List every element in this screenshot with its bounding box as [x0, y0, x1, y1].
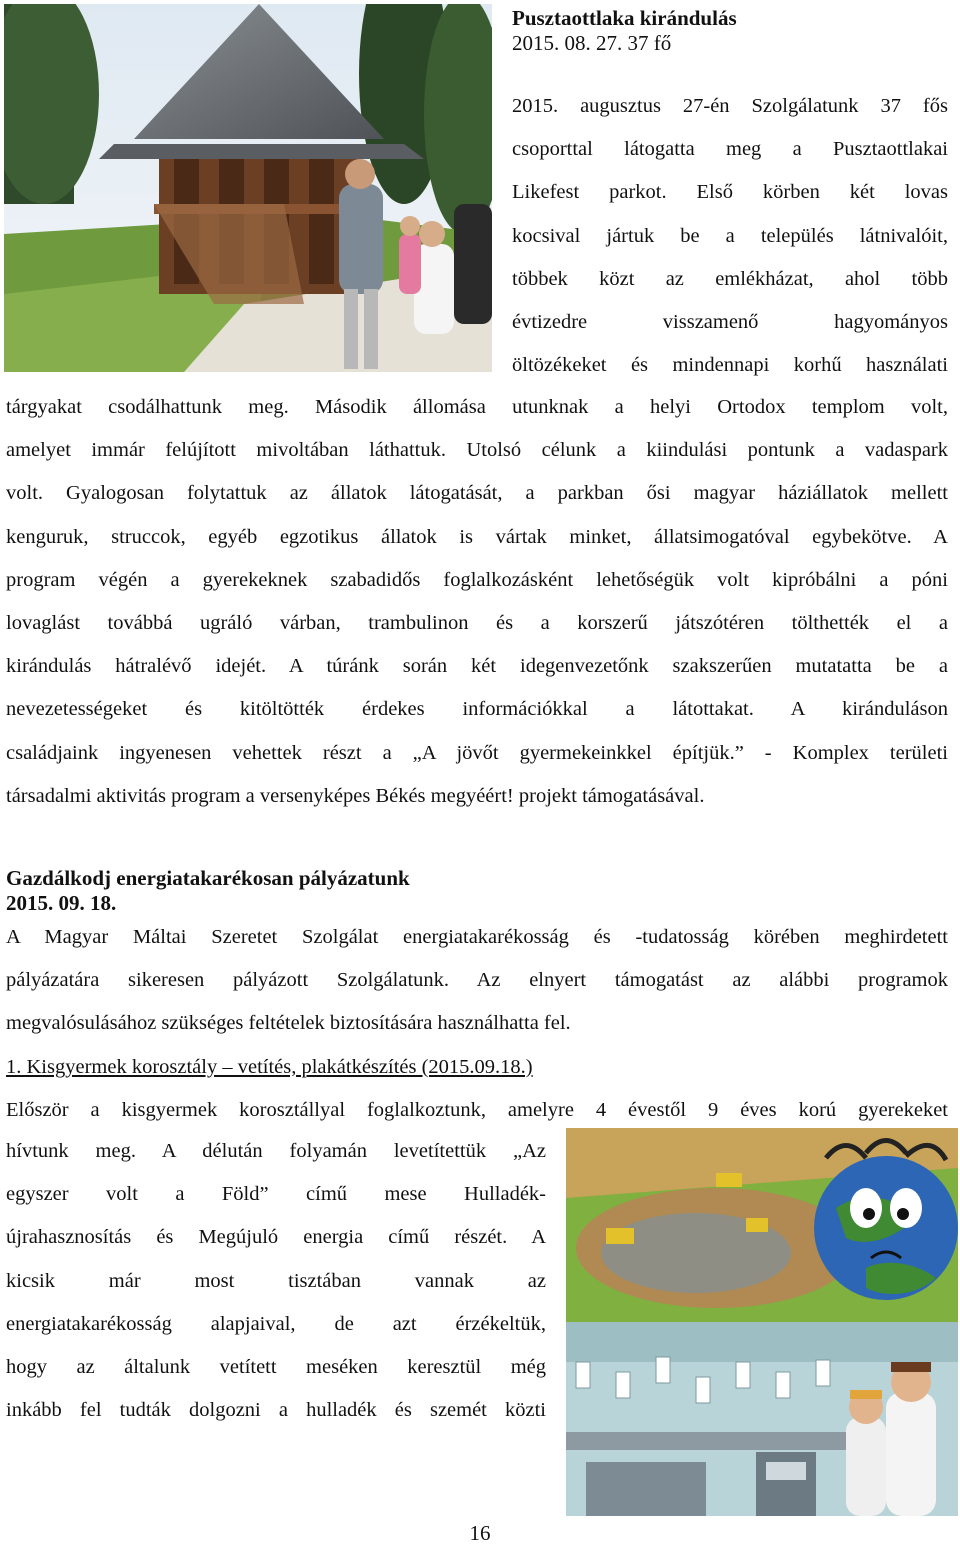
- section-palyazat-intro: [6, 916, 948, 1132]
- text-line: kirándulás hátralévő idejét. A túránk során két idegenvezetőnk szakszerűen mutatatta be a: [6, 655, 948, 678]
- text-line: többek közt az emlékházat, ahol több: [512, 267, 948, 290]
- cartoon-recycling-factory: [566, 1322, 958, 1516]
- text-line: Először a kisgyermek korosztállyal foglalkoztunk, amelyre 4 évestől 9 éves korú gyerekeket: [6, 1098, 948, 1121]
- text-line: volt. Gyalogosan folytattuk az állatok látogatását, a parkban ősi magyar háziállatok mellett: [6, 482, 948, 505]
- section-kirandulas-date: 2015. 08. 27. 37 fő: [512, 31, 672, 55]
- text-line: újrahasznosítás és Megújuló energia című részét. A: [6, 1226, 546, 1249]
- text-line: társadalmi aktivitás program a versenyképes Békés megyéért! projekt támogatásával.: [6, 784, 705, 807]
- section-palyazat-heading: [6, 866, 706, 916]
- section-kirandulas-title: Pusztaottlaka kirándulás: [512, 6, 737, 30]
- subheading-kisgyermek-text: 1. Kisgyermek korosztály – vetítés, plakátkészítés (2015.09.18.): [6, 1055, 533, 1078]
- text-line: megvalósulásához szükséges feltételek biztosítására használhatta fel.: [6, 1012, 571, 1035]
- photo-wooden-tower-visitors: [4, 4, 492, 372]
- cartoon-earth-landfill: [566, 1128, 958, 1324]
- section-palyazat-title: Gazdálkodj energiatakarékosan pályázatunk: [6, 866, 410, 890]
- text-line: lovaglást továbbá ugráló várban, trambulinon és a korszerű játszótéren tölthették el a: [6, 611, 948, 634]
- page-number: 16: [469, 1521, 491, 1545]
- subheading-kisgyermek: [6, 1046, 948, 1089]
- text-line: energiatakarékosság alapjaival, de azt érzékeltük,: [6, 1312, 546, 1335]
- text-line: pályázatára sikeresen pályázott Szolgálatunk. Az elnyert támogatást az alábbi programok: [6, 969, 948, 992]
- text-line: csoporttal látogatta meg a Pusztaottlakai: [512, 138, 948, 161]
- text-line: tárgyakat csodálhattunk meg. Második állomása utunknak a helyi Ortodox templom volt,: [6, 396, 948, 418]
- text-line: nevezetességeket és kitöltötték érdekes információkkal a látottakat. A kiránduláson: [6, 698, 948, 721]
- text-line: egyszer volt a Föld” című mese Hulladék-: [6, 1183, 546, 1206]
- section-kirandulas-text-right: [512, 85, 948, 387]
- text-line: családjaink ingyenesen vehettek részt a „A jövőt gyermekeinkkel építjük.” - Komplex területi: [6, 741, 948, 764]
- section-kirandulas-heading: [512, 6, 952, 56]
- section-kirandulas-text-full: [6, 386, 948, 818]
- text-line: kenguruk, struccok, egyéb egzotikus állatok is vártak minket, állatsimogatóval egybekötve. A: [6, 525, 948, 548]
- text-line: program végén a gyerekeknek szabadidős foglalkozásként lehetőségük volt kipróbálni a póni: [6, 568, 948, 591]
- section-palyazat-date: 2015. 09. 18.: [6, 891, 117, 915]
- text-line: kocsival jártuk be a település látnivalóit,: [512, 224, 948, 247]
- text-line: évtizedre visszamenő hagyományos: [512, 310, 948, 333]
- text-line: hogy az általunk vetített meséken keresztül még: [6, 1355, 546, 1378]
- text-line: öltözékeket és mindennapi korhű használati: [512, 354, 948, 377]
- section-palyazat-text-left: [6, 1130, 546, 1432]
- text-line: hívtunk meg. A délután folyamán levetítettük „Az: [6, 1140, 546, 1162]
- text-line: A Magyar Máltai Szeretet Szolgálat energiatakarékosság és -tudatosság körében meghirdetett: [6, 926, 948, 948]
- text-line: kicsik már most tisztában vannak az: [6, 1269, 546, 1292]
- text-line: 2015. augusztus 27-én Szolgálatunk 37 fős: [512, 95, 948, 117]
- text-line: inkább fel tudták dolgozni a hulladék és szemét közti: [6, 1399, 546, 1422]
- text-line: Likefest parkot. Első körben két lovas: [512, 181, 948, 204]
- text-line: amelyet immár felújított mivoltában láthattuk. Utolsó célunk a kiindulási pontunk a vadaspark: [6, 439, 948, 462]
